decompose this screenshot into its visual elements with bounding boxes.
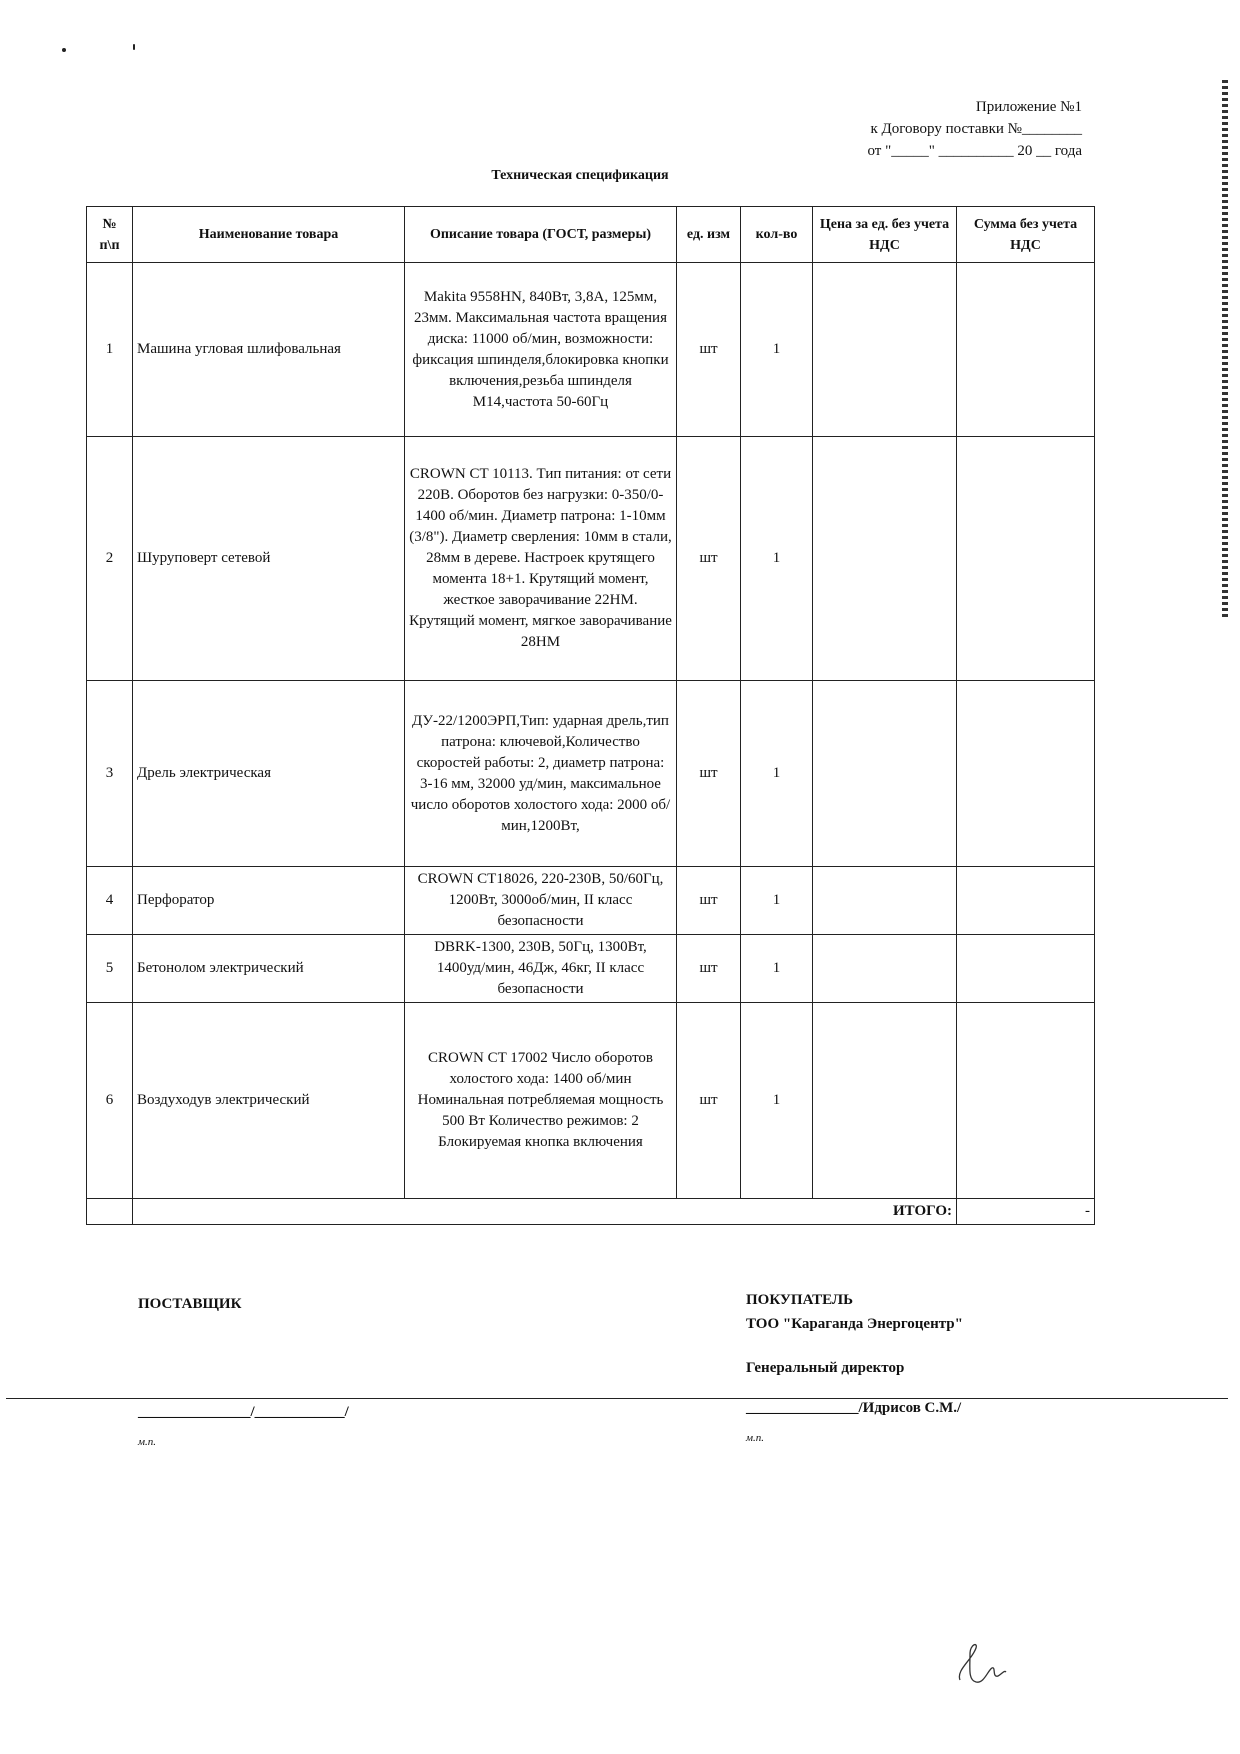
scan-speck (62, 48, 66, 52)
document-title: Техническая спецификация (491, 168, 669, 183)
header-qty: кол-во (741, 207, 813, 263)
row-num: 5 (87, 935, 133, 1003)
row-qty: 1 (741, 437, 813, 681)
row-qty: 1 (741, 681, 813, 867)
row-price (813, 681, 957, 867)
row-description: CROWN CT 10113. Тип питания: от сети 220В. Оборотов без нагрузки: 0-350/0-1400 об/мин. Диаметр патрона: 1-10мм (3/8"). Диаметр сверления: 10мм в стали, 28мм в дереве. Настроек крутящего момента 18+1. Крутящий момент, жесткое заворачивание 22НМ. Крутящий момент, мягкое заворачивание 28НМ (405, 437, 677, 681)
row-sum (957, 681, 1095, 867)
row-qty: 1 (741, 867, 813, 935)
buyer-label: ПОКУПАТЕЛЬ (746, 1292, 854, 1308)
row-price (813, 437, 957, 681)
row-description: ДУ-22/1200ЭРП,Тип: ударная дрель,тип патрона: ключевой,Количество скоростей работы: 2, диаметр патрона: 3-16 мм, 32000 уд/мин, максимальное число оборотов холостого хода: 2000 об/мин,1200Вт, (405, 681, 677, 867)
table-row (87, 935, 1095, 1003)
buyer-signature-line: _______________/Идрисов С.М./ (746, 1400, 962, 1416)
total-empty-cell (87, 1199, 133, 1225)
row-sum (957, 935, 1095, 1003)
scan-edge-marks (1222, 80, 1228, 620)
buyer-stamp-place: м.п. (746, 1432, 765, 1444)
row-sum (957, 867, 1095, 935)
row-qty: 1 (741, 263, 813, 437)
row-unit: шт (677, 681, 741, 867)
row-unit: шт (677, 263, 741, 437)
row-num: 1 (87, 263, 133, 437)
row-num: 2 (87, 437, 133, 681)
appendix-date: от "_____" __________ 20 __ года (867, 143, 1082, 159)
table-row (87, 263, 1095, 437)
row-name: Машина угловая шлифовальная (133, 263, 405, 437)
header-description: Описание товара (ГОСТ, размеры) (405, 207, 677, 263)
table-row (87, 681, 1095, 867)
supplier-stamp-place: м.п. (138, 1436, 157, 1448)
table-header-row (87, 207, 1095, 263)
row-description: DBRK-1300, 230В, 50Гц, 1300Вт, 1400уд/мин, 46Дж, 46кг, II класс безопасности (405, 935, 677, 1003)
buyer-company: ТОО "Караганда Энергоцентр" (746, 1316, 963, 1332)
row-qty: 1 (741, 1003, 813, 1199)
row-unit: шт (677, 935, 741, 1003)
header-name: Наименование товара (133, 207, 405, 263)
row-num: 3 (87, 681, 133, 867)
appendix-contract-ref: к Договору поставки №________ (870, 121, 1082, 137)
table-total-row (87, 1199, 1095, 1225)
separator-line (6, 1398, 1228, 1399)
row-name: Шуруповерт сетевой (133, 437, 405, 681)
total-label: ИТОГО: (133, 1199, 957, 1225)
header-price: Цена за ед. без учета НДС (813, 207, 957, 263)
row-qty: 1 (741, 935, 813, 1003)
row-unit: шт (677, 867, 741, 935)
row-num: 6 (87, 1003, 133, 1199)
header-sum: Сумма без учета НДС (957, 207, 1095, 263)
row-name: Дрель электрическая (133, 681, 405, 867)
row-name: Воздуходув электрический (133, 1003, 405, 1199)
row-num: 4 (87, 867, 133, 935)
row-description: CROWN CT18026, 220-230В, 50/60Гц, 1200Вт, 3000об/мин, II класс безопасности (405, 867, 677, 935)
supplier-signature-line: _______________/____________/ (138, 1404, 349, 1420)
header-unit: ед. изм (677, 207, 741, 263)
row-price (813, 263, 957, 437)
appendix-header (868, 96, 1083, 162)
row-description: CROWN CT 17002 Число оборотов холостого хода: 1400 об/мин Номинальная потребляемая мощность 500 Вт Количество режимов: 2 Блокируемая кнопка включения (405, 1003, 677, 1199)
handwritten-signature-icon (952, 1640, 1012, 1690)
row-price (813, 935, 957, 1003)
row-description: Makita 9558HN, 840Вт, 3,8А, 125мм, 23мм. Максимальная частота вращения диска: 11000 об/мин, возможности: фиксация шпинделя,блокировка кнопки включения,резьба шпинделя М14,частота 50-60Гц (405, 263, 677, 437)
row-price (813, 867, 957, 935)
row-unit: шт (677, 1003, 741, 1199)
row-name: Бетонолом электрический (133, 935, 405, 1003)
row-sum (957, 1003, 1095, 1199)
total-value: - (957, 1199, 1095, 1225)
row-name: Перфоратор (133, 867, 405, 935)
row-unit: шт (677, 437, 741, 681)
specification-table (86, 206, 1095, 1225)
table-row (87, 867, 1095, 935)
buyer-block (746, 1288, 963, 1336)
scan-speck (133, 44, 135, 50)
table-row (87, 1003, 1095, 1199)
header-num: № п\п (87, 207, 133, 263)
supplier-label: ПОСТАВЩИК (138, 1296, 242, 1312)
table-row (87, 437, 1095, 681)
row-price (813, 1003, 957, 1199)
row-sum (957, 437, 1095, 681)
buyer-position: Генеральный директор (746, 1360, 905, 1376)
row-sum (957, 263, 1095, 437)
appendix-title: Приложение №1 (975, 99, 1082, 115)
